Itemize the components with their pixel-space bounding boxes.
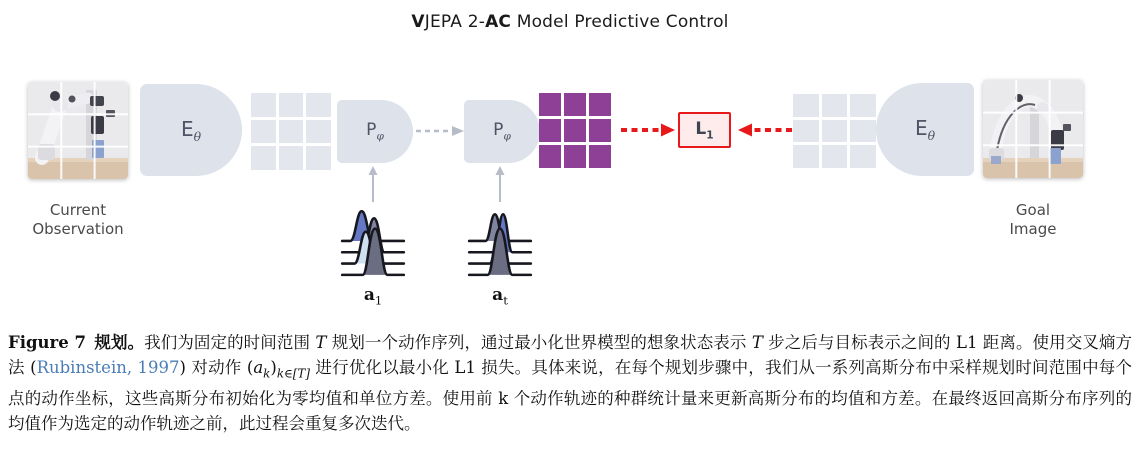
title-part-rest: Model Predictive Control (511, 12, 729, 32)
encoder-block-left (140, 84, 242, 176)
goal-image (983, 80, 1083, 178)
action-input-arrow-1-icon (366, 164, 380, 204)
l1-loss-box (678, 112, 731, 148)
caption-text: k (263, 366, 271, 381)
l1-loss-label: $L_1$ (695, 118, 714, 142)
caption-text: T (315, 333, 327, 352)
predictor-label: $P_\varphi$ (493, 120, 511, 143)
latent-grid-current (251, 93, 331, 170)
latent-patch (279, 120, 304, 144)
latent-patch (564, 145, 586, 168)
latent-patch (589, 145, 611, 168)
caption-text: 规划一个动作序列，通过最小化世界模型的想象状态表示 (326, 333, 752, 352)
caption-text: T (751, 333, 763, 352)
caption-text: 进行优化以最小化 L1 损失。具体来说，在每个规划步骤中，我们从一系列高斯分布中采样规划时间范围中每个点的动作坐标，这些高斯分布初始化为零均值和单位方差。使用前 k 个动作轨迹的种群统计量来更新高斯分布的均值和方差。在最终返回高斯分布序列的均值作为选定的动作轨迹之前，此过程会重复多次迭代。 (8, 358, 1132, 434)
loss-arrow-left-icon (619, 122, 679, 138)
encoder-block-right (876, 83, 974, 176)
latent-patch (589, 119, 611, 142)
title-part-jepa: JEPA 2- (424, 12, 486, 32)
latent-patch (539, 145, 561, 168)
current-observation-label: Current Observation (32, 201, 124, 238)
latent-patch (822, 145, 848, 168)
current-observation-image (28, 82, 128, 179)
robot-arm-photo-left (28, 82, 128, 179)
latent-patch (850, 94, 876, 117)
latent-patch (251, 93, 276, 117)
action-input-arrow-2-icon (493, 164, 507, 204)
latent-patch (306, 146, 331, 170)
encoder-label: $E_\theta$ (914, 116, 936, 143)
caption-text: a (253, 358, 264, 377)
latent-patch (279, 93, 304, 117)
encoder-label: $E_\theta$ (180, 116, 202, 144)
predictor-block-2 (464, 100, 540, 163)
caption-text: 规划。 (86, 333, 145, 352)
latent-patch (793, 145, 819, 168)
latent-patch (850, 120, 876, 143)
latent-patch (793, 120, 819, 143)
latent-patch (251, 146, 276, 170)
title-part-ac: AC (485, 12, 512, 32)
gaussian-distributions-icon-a1 (340, 206, 406, 280)
action-label-a1: $a_1$ (363, 285, 383, 308)
caption-text: 步之后与目标表示之间的 L1 距离。使用交叉熵方法 ( (8, 333, 1132, 377)
latent-patch (793, 94, 819, 117)
latent-patch (822, 120, 848, 143)
latent-grid-predicted (539, 93, 611, 168)
goal-image-label: Goal Image (1009, 201, 1057, 238)
caption-text: Figure 7 (8, 333, 87, 352)
action-label-at: $a_t$ (492, 285, 508, 308)
citation-link[interactable]: Rubinstein, 1997 (36, 358, 180, 377)
robot-arm-photo-right (983, 80, 1083, 178)
figure-caption (8, 330, 1132, 436)
latent-patch (564, 119, 586, 142)
latent-patch (822, 94, 848, 117)
latent-patch (564, 93, 586, 116)
caption-text: ) (270, 358, 277, 377)
caption-text: 我们为固定的时间范围 (144, 333, 316, 352)
latent-patch (850, 145, 876, 168)
latent-patch (539, 93, 561, 116)
latent-patch (589, 93, 611, 116)
title-part-v: V (411, 12, 425, 32)
loss-arrow-right-icon (734, 122, 794, 138)
predictor-label: $P_\varphi$ (366, 120, 384, 143)
latent-patch (279, 146, 304, 170)
latent-patch (539, 119, 561, 142)
latent-patch (251, 120, 276, 144)
latent-patch (306, 120, 331, 144)
rollout-arrow-icon (416, 124, 466, 138)
caption-text: ) 对动作 ( (179, 358, 254, 377)
predictor-block-1 (337, 100, 413, 163)
latent-patch (306, 93, 331, 117)
latent-grid-goal (793, 94, 876, 168)
caption-text: k∈[T] (276, 366, 310, 381)
gaussian-distributions-icon-at (467, 206, 533, 280)
